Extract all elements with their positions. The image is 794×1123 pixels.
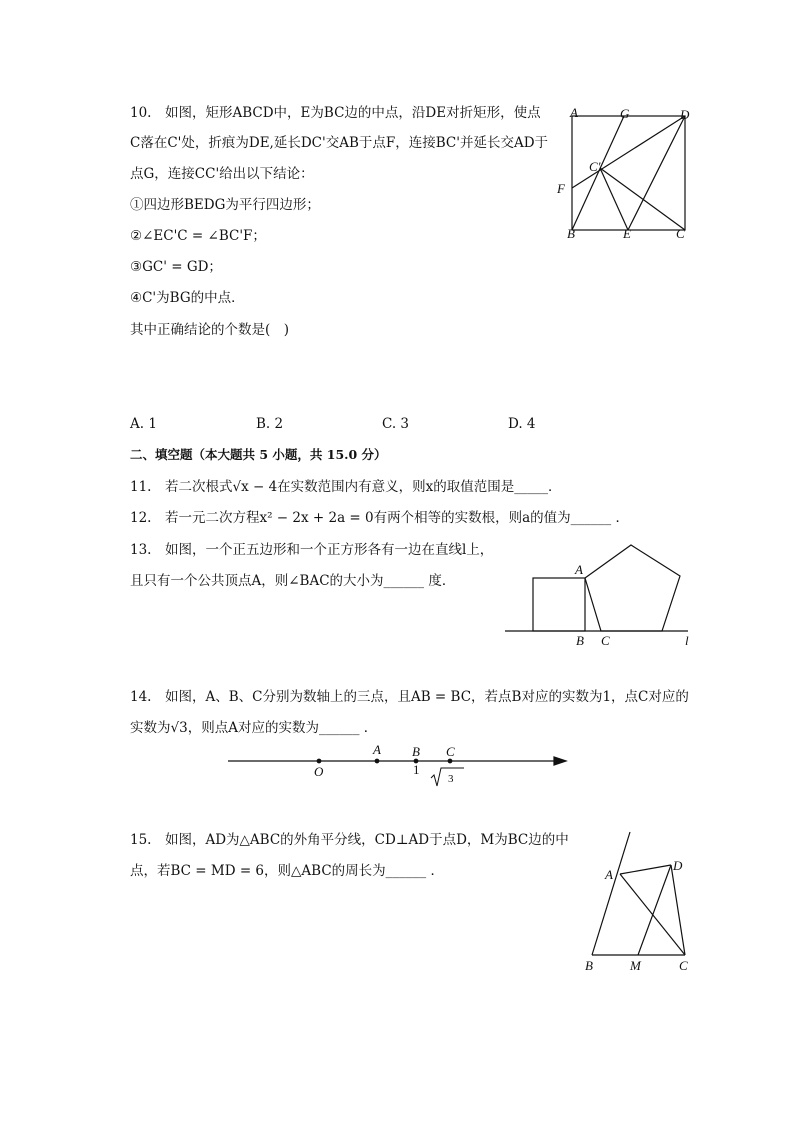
q15-line-2: 点，若BC = MD = 6，则△ABC的周长为______ ． bbox=[130, 863, 444, 879]
label-a: A bbox=[605, 867, 613, 882]
q10-conclusion-2: ②∠EC'C = ∠BC'F； bbox=[130, 228, 266, 244]
q14-line-1: 14. 如图，A、B、C分别为数轴上的三点，且AB = BC，若点B对应的实数为1，点C对应的 bbox=[130, 689, 689, 705]
q10-conclusion-3: ③GC' = GD； bbox=[130, 259, 222, 275]
option-a[interactable]: A. 1 bbox=[130, 416, 157, 432]
q15-line-1: 15. 如图，AD为△ABC的外角平分线，CD⊥AD于点D，M为BC边的中 bbox=[130, 832, 569, 848]
label-g: G bbox=[620, 106, 630, 121]
label-c: C bbox=[679, 958, 688, 973]
q10-line-2: C落在C'处，折痕为DE,延长DC'交AB于点F，连接BC'并延长交AD于 bbox=[130, 135, 549, 151]
section-heading: 二、填空题（本大题共 5 小题，共 15.0 分） bbox=[130, 447, 387, 462]
label-a: A bbox=[575, 562, 583, 577]
side-ba-extended bbox=[592, 832, 630, 955]
line-cc-prime bbox=[600, 168, 685, 230]
label-a: A bbox=[570, 105, 578, 120]
label-m: M bbox=[630, 958, 641, 973]
label-d: D bbox=[673, 858, 683, 873]
label-one: 1 bbox=[413, 762, 420, 777]
line-df bbox=[572, 116, 685, 188]
segment-md bbox=[638, 865, 671, 955]
q10-conclusion-4: ④C'为BG的中点． bbox=[130, 290, 245, 306]
point-c bbox=[448, 759, 452, 763]
square bbox=[533, 578, 585, 631]
label-f: F bbox=[557, 181, 565, 196]
q15-figure bbox=[580, 830, 700, 975]
label-sqrt3: 3 bbox=[448, 773, 454, 785]
option-d[interactable]: D. 4 bbox=[508, 416, 536, 432]
label-l: l bbox=[685, 633, 689, 648]
q10-line-1: 10. 如图，矩形ABCD中，E为BC边的中点，沿DE对折矩形，使点 bbox=[130, 105, 541, 121]
q13-figure bbox=[505, 540, 695, 650]
q12-text: 12. 若一元二次方程x² − 2x + 2a = 0有两个相等的实数根，则a的值为______ ． bbox=[130, 510, 629, 526]
label-e: E bbox=[623, 226, 631, 241]
label-b: B bbox=[567, 226, 575, 241]
label-c: C bbox=[676, 226, 685, 241]
fold-line-de bbox=[628, 116, 685, 230]
q10-question-prompt: 其中正确结论的个数是( ) bbox=[130, 322, 290, 338]
q13-line-1: 13. 如图，一个正五边形和一个正方形各有一边在直线l上， bbox=[130, 542, 494, 558]
q10-conclusion-1: ①四边形BEDG为平行四边形； bbox=[130, 197, 320, 213]
bisector-ad bbox=[620, 865, 671, 874]
q14-number-line bbox=[228, 742, 578, 792]
point-a bbox=[375, 759, 379, 763]
q13-line-2: 且只有一个公共顶点A，则∠BAC的大小为______ 度． bbox=[130, 573, 456, 589]
option-b[interactable]: B. 2 bbox=[256, 416, 284, 432]
q10-line-3: 点G，连接CC'给出以下结论： bbox=[130, 166, 314, 182]
line-c-prime-e bbox=[600, 168, 628, 230]
q11-text: 11. 若二次根式√x − 4在实数范围内有意义，则x的取值范围是_____． bbox=[130, 479, 562, 495]
label-b: B bbox=[576, 633, 584, 648]
q10-figure bbox=[557, 105, 700, 241]
label-a: A bbox=[373, 742, 381, 757]
label-d: D bbox=[680, 107, 690, 122]
label-c-prime: C' bbox=[589, 159, 601, 174]
q14-line-2: 实数为√3，则点A对应的实数为______ ． bbox=[130, 720, 378, 736]
option-c[interactable]: C. 3 bbox=[382, 416, 410, 432]
label-b: B bbox=[412, 744, 420, 759]
label-c: C bbox=[601, 633, 610, 648]
label-o: O bbox=[314, 764, 324, 779]
segment-cd bbox=[671, 865, 685, 955]
pentagon bbox=[585, 545, 680, 631]
label-b: B bbox=[585, 958, 593, 973]
axis-arrow bbox=[554, 757, 566, 765]
point-o bbox=[317, 759, 321, 763]
label-c: C bbox=[446, 744, 455, 759]
